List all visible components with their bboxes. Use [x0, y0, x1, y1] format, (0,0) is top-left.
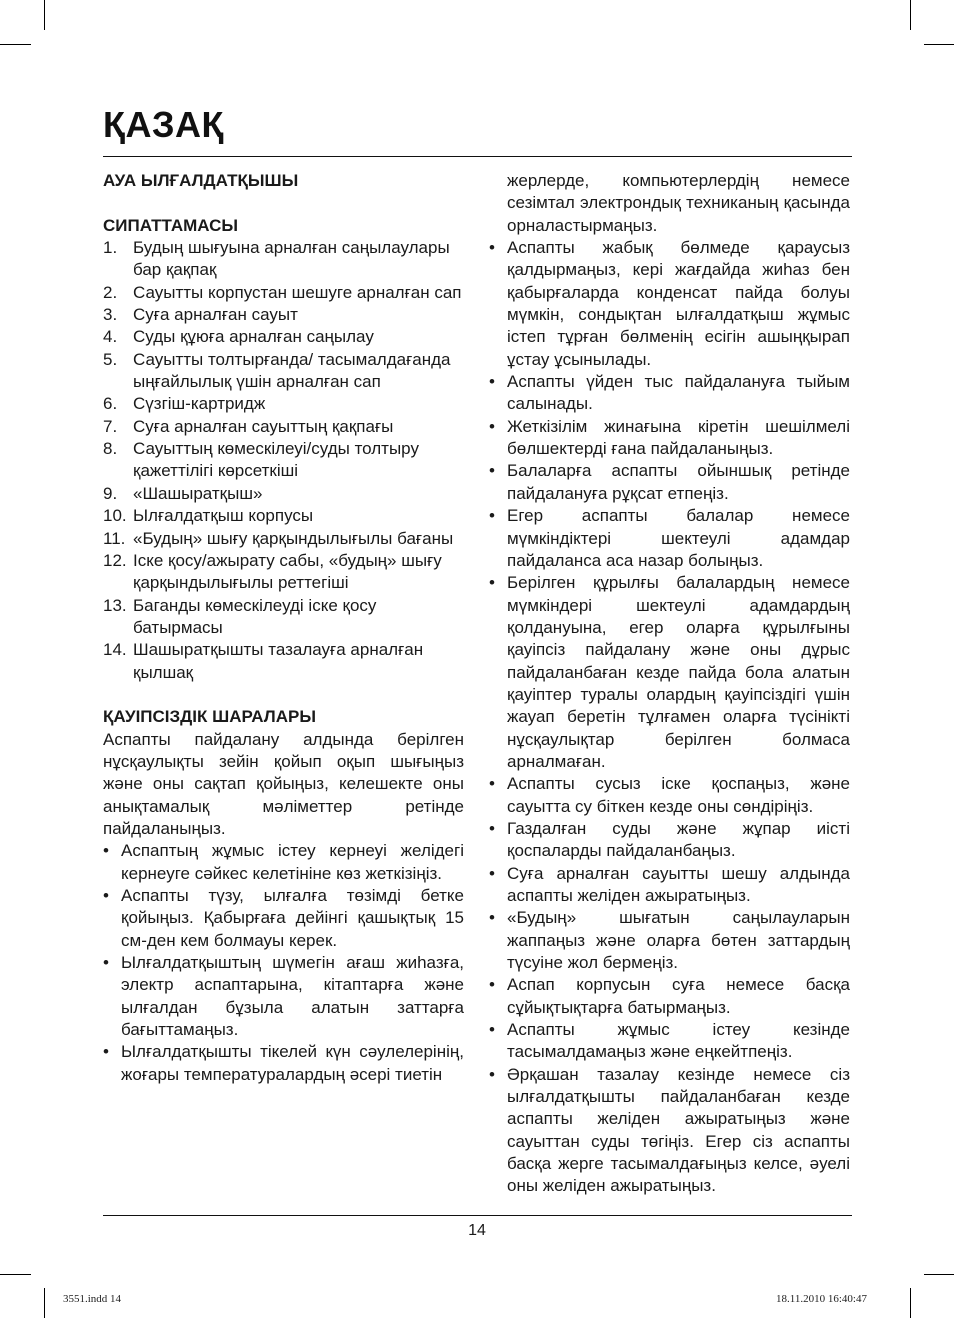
bullet-icon: •: [489, 818, 495, 838]
safety-item-text: Газдалған суды және жұпар иісті қоспаларды пайдаланбаңыз.: [507, 818, 850, 861]
safety-item-text: Аспаптың жұмыс істеу кернеуі желідегі кернеуге сәйкес келетініне көз жеткізіңіз.: [121, 841, 464, 883]
bullet-icon: •: [103, 886, 109, 905]
bullet-icon: •: [489, 461, 495, 481]
safety-item: [489, 505, 850, 572]
bullet-icon: •: [489, 416, 495, 436]
part-number: 4.: [103, 327, 118, 347]
bullet-icon: •: [489, 774, 495, 794]
left-column: [103, 170, 464, 1086]
safety-item-text: Ылғалдатқыштың шүмегін ағаш жиһазға, электр аспаптарына, кітаптарға және ылғалдан бұзыла алатын заттарға бағыттамаңыз.: [121, 953, 464, 1040]
part-text: Сауытты корпустан шешуге арналған сап: [133, 282, 462, 302]
part-number: 7.: [103, 416, 118, 436]
part-text: Баганды көмескілеуді іске қосу батырмасы: [133, 595, 377, 637]
safety-item: [489, 773, 850, 818]
bullet-icon: •: [489, 573, 495, 593]
description-heading: СИПАТТАМАСЫ: [103, 215, 239, 235]
part-item: [103, 528, 464, 550]
slug-timestamp: 18.11.2010 16:40:47: [776, 1293, 867, 1305]
part-number: 1.: [103, 238, 118, 258]
part-item: [103, 326, 464, 348]
safety-heading: ҚАУІПСІЗДІК ШАРАЛАРЫ: [103, 707, 316, 727]
safety-item-text: Егер аспапты балалар немесе мүмкіндіктері шектеулі адамдар пайдаланса аса назар болыңыз.: [507, 506, 850, 570]
part-number: 3.: [103, 305, 118, 325]
bullet-icon: •: [489, 1064, 495, 1084]
part-number: 8.: [103, 439, 118, 459]
crop-mark: [0, 1274, 31, 1275]
bullet-icon: •: [103, 953, 109, 973]
footer-rule: [103, 1215, 852, 1216]
continued-text: жерлерде, компьютерлердің немесе сезімтал электрондық техниканың қасында орналастырмаңыз.: [507, 171, 850, 235]
product-title: АУА ЫЛҒАЛДАТҚЫШЫ: [103, 171, 299, 190]
safety-item: [103, 840, 464, 885]
safety-item: [489, 460, 850, 505]
bullet-icon: •: [489, 238, 495, 258]
part-number: 2.: [103, 282, 118, 302]
part-text: «Шашыратқыш»: [133, 483, 263, 503]
part-item: [103, 282, 464, 304]
safety-item-text: Аспап корпусын суға немесе басқа сұйықтықтарға батырмаңыз.: [507, 975, 850, 1017]
header-rule: [103, 156, 852, 157]
language-title: ҚАЗАҚ: [103, 104, 224, 145]
safety-item-text: Аспапты түзу, ылғалға төзімді бетке қойыңыз. Қабырғаға дейінгі қашықтық 15 см-ден кем болмауы керек.: [121, 886, 464, 950]
bullet-icon: •: [489, 908, 495, 928]
part-number: 12.: [103, 550, 127, 570]
safety-item: [489, 371, 850, 416]
safety-item-text: «Будың» шығатын саңылауларын жаппаңыз және оларға бөтен заттардың түсуіне жол бермеңіз.: [507, 908, 850, 973]
safety-item: [489, 237, 850, 371]
safety-item: [489, 863, 850, 908]
part-item: [103, 438, 464, 483]
part-text: Суға арналған сауыттың қақпағы: [133, 416, 394, 436]
part-item: [103, 550, 464, 595]
part-item: [103, 416, 464, 438]
safety-item-text: Суға арналған сауытты шешу алдында аспапты желіден ажыратыңыз.: [507, 863, 850, 905]
safety-item: [489, 1019, 850, 1064]
part-item: [103, 483, 464, 505]
crop-mark: [924, 44, 954, 45]
safety-item: [489, 818, 850, 863]
bullet-icon: •: [489, 975, 495, 995]
part-text: Шашыратқышты тазалауға арналған қылшақ: [133, 640, 424, 682]
part-text: Сауыттың көмескілеуі/суды толтыру қажеттілігі көрсеткіші: [133, 439, 419, 481]
safety-item: [489, 416, 850, 461]
part-number: 9.: [103, 483, 118, 503]
safety-item: [103, 885, 464, 952]
part-item: [103, 304, 464, 326]
safety-item-text: Аспапты үйден тыс пайдалануға тыйым салынады.: [507, 372, 850, 414]
part-number: 6.: [103, 394, 118, 414]
part-text: Сүзгіш-картридж: [133, 394, 266, 414]
part-item: [103, 639, 464, 684]
part-text: Суға арналған сауыт: [133, 305, 298, 325]
page-number: 14: [468, 1222, 486, 1239]
safety-item-text: Балаларға аспапты ойыншық ретінде пайдалануға рұқсат етпеңіз.: [507, 461, 850, 503]
part-number: 10.: [103, 506, 127, 526]
safety-item: [489, 572, 850, 773]
part-number: 14.: [103, 640, 127, 660]
bullet-icon: •: [103, 841, 109, 861]
part-item: [103, 505, 464, 527]
safety-item: [489, 1064, 850, 1198]
safety-item: [103, 1041, 464, 1086]
part-number: 13.: [103, 595, 127, 615]
part-item: [103, 393, 464, 415]
part-text: Сауытты толтырғанда/ тасымалдағанда ыңғайлылық үшін арналған сап: [133, 349, 451, 392]
part-item: [103, 349, 464, 394]
part-item: [103, 237, 464, 282]
safety-item-text: Әрқашан тазалау кезінде немесе сіз ылғалдатқышты пайдаланбаған кезде аспапты желіден ажыратыңыз және сауыттан суды төгіңіз. Егер сіз аспапты басқа жерге тасымалдағыңыз келсе, әуелі оны желіден ажыратыңыз.: [507, 1064, 850, 1196]
part-number: 5.: [103, 349, 118, 369]
part-text: Ылғалдатқыш корпусы: [133, 506, 314, 526]
safety-item-text: Ылғалдатқышты тікелей күн сәулелерінің, жоғары температуралардың әсері тиетін: [121, 1042, 464, 1084]
safety-item-text: Жеткізілім жинағына кіретін шешілмелі бөлшектерді ғана пайдаланыңыз.: [507, 416, 850, 459]
safety-intro: Аспапты пайдалану алдында берілген нұсқаулықты зейін қойып оқып шығыңыз және оны сақтап қойыңыз, келешекте оны анықтамалық мәліметтер ретінде пайдаланыңыз.: [103, 729, 464, 838]
part-text: Суды құюға арналған саңылау: [133, 327, 374, 347]
safety-list-right: [489, 237, 850, 1198]
bullet-icon: •: [489, 372, 495, 392]
part-number: 11.: [103, 528, 126, 548]
bullet-icon: •: [489, 863, 495, 883]
part-text: «Будың» шығу қарқындылығылы бағаны: [133, 528, 454, 548]
slug-file-info: 3551.indd 14: [63, 1293, 122, 1305]
safety-item: [103, 952, 464, 1041]
crop-mark: [910, 0, 911, 30]
bullet-icon: •: [489, 506, 495, 526]
safety-item-text: Аспапты жабық бөлмеде қараусыз қалдырмаңыз, кері жағдайда жиһаз бен қабырғаларда конденсат пайда болуы мүмкін, сондықтан ылғалдатқыш жұмыс істеп тұрған бөлменің есігін ашыңқырап ұстау ұсынылады.: [507, 238, 850, 369]
crop-mark: [0, 44, 31, 45]
safety-list-left: [103, 840, 464, 1086]
part-text: Будың шығуына арналған саңылаулары бар қақпақ: [133, 238, 450, 280]
crop-mark: [924, 1274, 954, 1275]
part-text: Іске қосу/ажырату сабы, «будың» шығу қарқындылығылы реттегіші: [133, 550, 442, 593]
safety-item-text: Аспапты жұмыс істеу кезінде тасымалдамаңыз және еңкейтпеңіз.: [507, 1020, 850, 1062]
crop-mark: [910, 1288, 911, 1318]
safety-item: [489, 974, 850, 1019]
bullet-icon: •: [489, 1020, 495, 1040]
right-column: [489, 170, 850, 1198]
crop-mark: [44, 0, 45, 30]
part-item: [103, 595, 464, 640]
safety-item-text: Берілген құрылғы балалардың немесе мүмкіндері шектеулі адамдардың қолдануына, егер оларға құрылғыны қауіпсіз пайдалану және оны дұрыс пайдаланбаған кезде пайда бола алатын қауіптер туралы олардың қауіпсіздігі үшін жауап беретін тұлғамен оларға түсінікті нұсқаулықтар берілген болмаса арналмаған.: [507, 573, 850, 771]
crop-mark: [44, 1288, 45, 1318]
bullet-icon: •: [103, 1042, 109, 1062]
safety-item-text: Аспапты сусыз іске қоспаңыз, және сауытта су біткен кезде оны сөндіріңіз.: [507, 774, 850, 816]
safety-item: [489, 907, 850, 974]
parts-list: [103, 237, 464, 684]
